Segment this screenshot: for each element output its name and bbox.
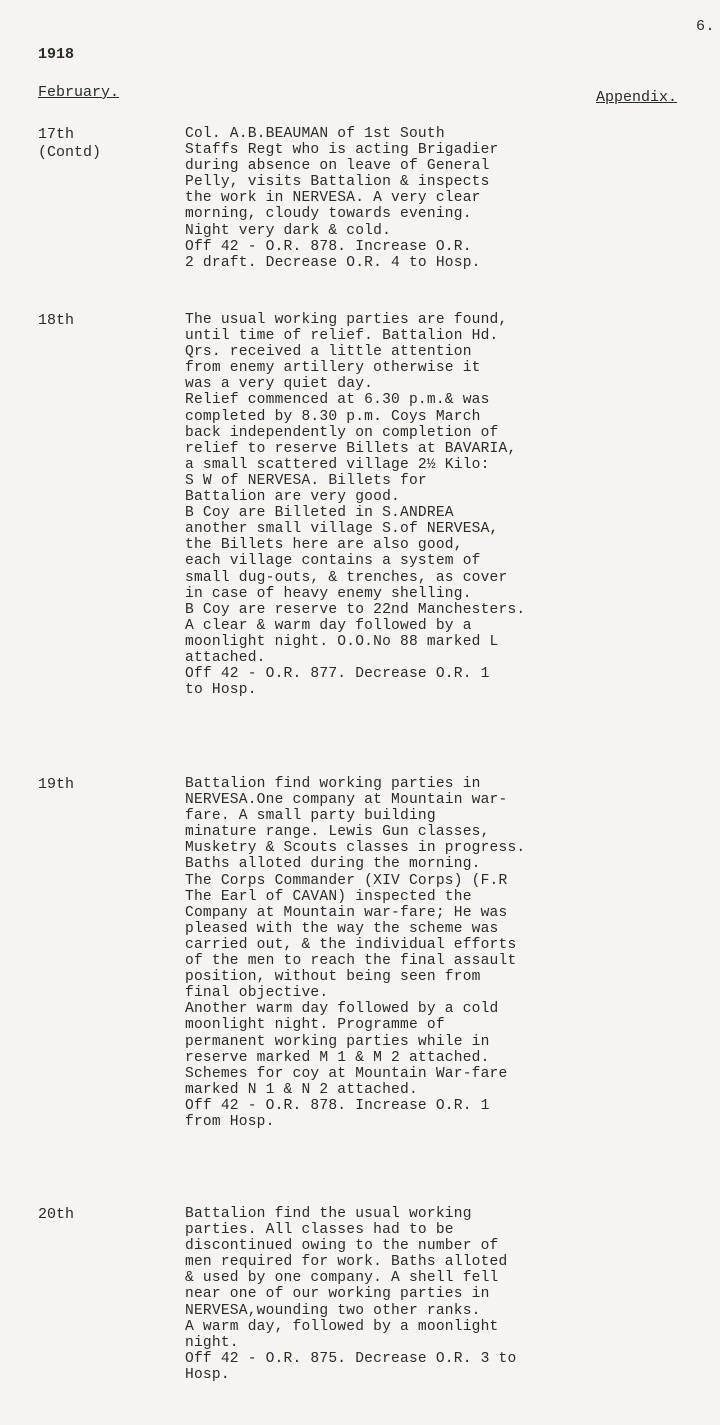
entry-line: The Earl of CAVAN) inspected the [185,888,472,905]
entry-line: morning, cloudy towards evening. [185,206,472,223]
entry-line: small dug-outs, & trenches, as cover [185,569,508,586]
entry-line: moonlight night. Programme of [185,1017,445,1034]
entry-line: Battalion find working parties in [185,776,481,792]
entry-line: fare. A small party building [185,808,436,825]
entry-line: the Billets here are also good, [185,537,463,554]
entry-line: final objective. [185,985,329,1002]
entry-line: Off 42 - O.R. 878. Increase O.R. 1 [185,1097,490,1114]
entry-line: Night very dark & cold. [185,222,392,239]
entry-line: relief to reserve Billets at BAVARIA, [185,440,517,457]
entry-line: from Hosp. [185,1113,275,1130]
entry-line: 2 draft. Decrease O.R. 4 to Hosp. [185,254,481,271]
entry-line: NERVESA.One company at Mountain war- [185,792,508,809]
entry-line: Staffs Regt who is acting Brigadier [185,142,499,159]
entry-date-18th: 18th [38,312,75,329]
entry-line: night. [185,1334,239,1351]
entry-line: Schemes for coy at Mountain War-fare [185,1065,508,1082]
entry-line: The usual working parties are found, [185,312,508,328]
appendix-heading: Appendix. [596,89,678,106]
entry-line: permanent working parties while in [185,1033,490,1050]
entry-line: near one of our working parties in [185,1286,490,1303]
entry-date-20th: 20th [38,1206,75,1223]
entry-text-17th [185,126,715,271]
entry-line: in case of heavy enemy shelling. [185,585,472,602]
entry-line: Baths alloted during the morning. [185,856,481,873]
entry-line: a small scattered village 2½ Kilo: [185,456,490,473]
entry-line: Pelly, visits Battalion & inspects [185,174,490,191]
entry-line: NERVESA,wounding two other ranks. [185,1302,481,1319]
entry-line: Col. A.B.BEAUMAN of 1st South [185,126,445,142]
entry-line: the work in NERVESA. A very clear [185,190,481,207]
entry-line: Off 42 - O.R. 877. Decrease O.R. 1 [185,666,490,683]
entry-line: another small village S.of NERVESA, [185,521,499,538]
entry-line: reserve marked M 1 & M 2 attached. [185,1049,490,1066]
entry-line: The Corps Commander (XIV Corps) (F.R [185,872,508,889]
entry-line: B Coy are reserve to 22nd Manchesters. [185,601,526,618]
entry-text-19th [185,776,715,1130]
entry-line: & used by one company. A shell fell [185,1270,499,1287]
entry-line: Hosp. [185,1366,230,1383]
entry-line: Qrs. received a little attention [185,344,472,361]
entry-line: Battalion are very good. [185,489,400,506]
entry-line: Relief commenced at 6.30 p.m.& was [185,392,490,409]
entry-line: A clear & warm day followed by a [185,617,472,634]
month-heading: February. [38,84,120,101]
entry-line: A warm day, followed by a moonlight [185,1318,499,1335]
entry-line: to Hosp. [185,682,257,699]
entry-line: discontinued owing to the number of [185,1238,499,1255]
entry-line: Off 42 - O.R. 878. Increase O.R. [185,238,472,255]
entry-line: until time of relief. Battalion Hd. [185,328,499,345]
entry-line: Company at Mountain war-fare; He was [185,904,508,921]
page-number: 6. [696,18,716,35]
entry-line: Battalion find the usual working [185,1206,472,1222]
entry-line: Another warm day followed by a cold [185,1001,499,1018]
entry-line: B Coy are Billeted in S.ANDREA [185,505,454,522]
entry-line: attached. [185,649,266,666]
entry-line: minature range. Lewis Gun classes, [185,824,490,841]
entry-line: pleased with the way the scheme was [185,920,499,937]
entry-date-19th: 19th [38,776,75,793]
entry-line: S W of NERVESA. Billets for [185,472,427,489]
entry-line: back independently on completion of [185,424,499,441]
entry-line: carried out, & the individual efforts [185,936,517,953]
entry-text-18th [185,312,715,698]
entry-line: Musketry & Scouts classes in progress. [185,840,526,857]
year-heading: 1918 [38,46,75,63]
entry-text-20th [185,1206,715,1383]
entry-line: of the men to reach the final assault [185,953,517,970]
entry-line: marked N 1 & N 2 attached. [185,1081,418,1098]
entry-line: was a very quiet day. [185,376,374,393]
entry-line: men required for work. Baths alloted [185,1254,508,1271]
entry-line: from enemy artillery otherwise it [185,360,481,377]
entry-date-17th: 17th (Contd) [38,126,102,161]
entry-line: each village contains a system of [185,553,481,570]
entry-line: parties. All classes had to be [185,1222,454,1239]
entry-line: completed by 8.30 p.m. Coys March [185,408,481,425]
entry-line: Off 42 - O.R. 875. Decrease O.R. 3 to [185,1350,517,1367]
entry-line: moonlight night. O.O.No 88 marked L [185,633,499,650]
entry-line: during absence on leave of General [185,158,490,175]
entry-line: position, without being seen from [185,969,481,986]
